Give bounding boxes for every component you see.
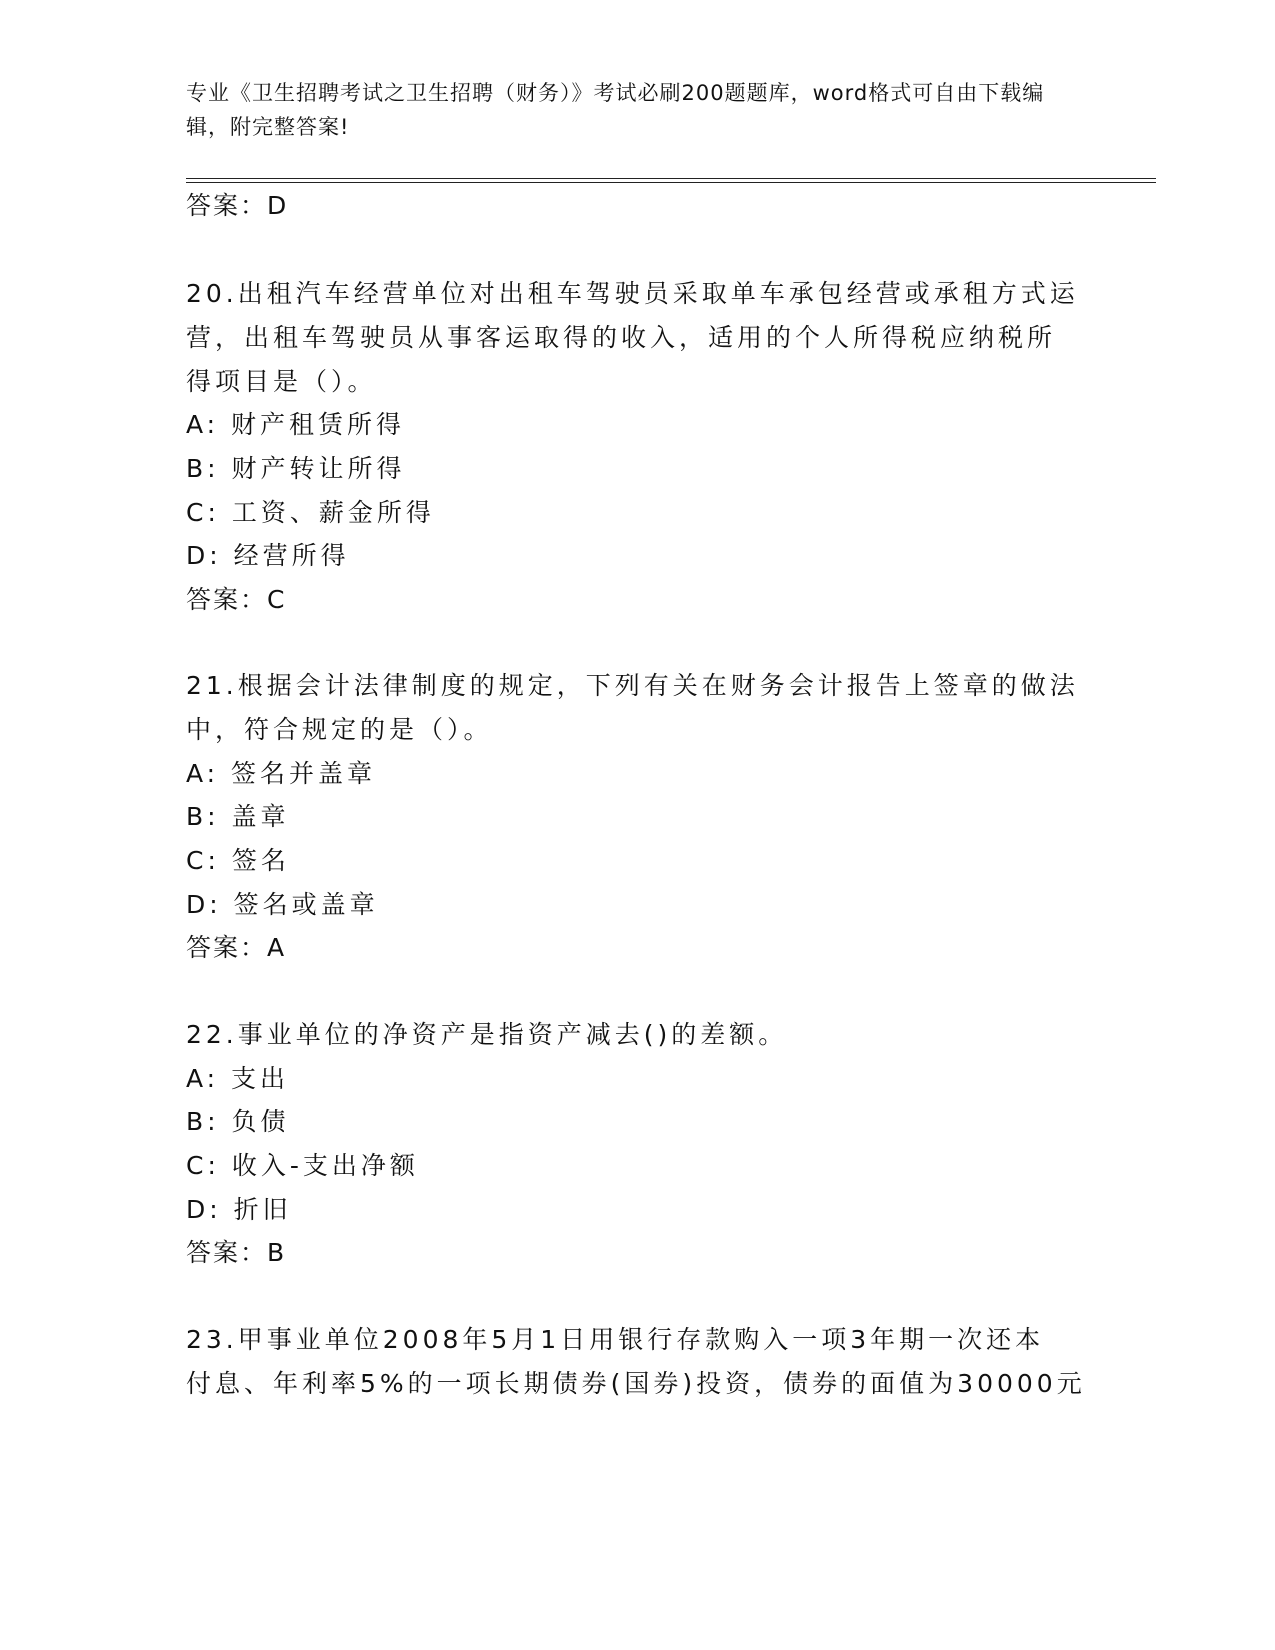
question-21-answer: 答案：A (186, 933, 287, 962)
question-21-option-a: A: 签名并盖章 (186, 759, 377, 788)
question-22-option-c: C: 收入-支出净额 (186, 1151, 419, 1180)
question-22-option-a: A: 支出 (186, 1064, 290, 1093)
question-21-option-c: C: 签名 (186, 846, 290, 875)
question-21-stem-line-1: 21.根据会计法律制度的规定，下列有关在财务会计报告上签章的做法 (186, 671, 1079, 700)
question-21-stem-line-2: 中，符合规定的是（）。 (186, 715, 493, 744)
question-20-answer: 答案：C (186, 585, 287, 614)
question-23-stem-line-1: 23.甲事业单位2008年5月1日用银行存款购入一项3年期一次还本 (186, 1325, 1045, 1354)
header-divider (186, 178, 1156, 183)
question-22-option-b: B: 负债 (186, 1107, 290, 1136)
question-20-stem-line-3: 得项目是（）。 (186, 367, 377, 396)
question-20-option-a: A: 财产租赁所得 (186, 410, 406, 439)
question-20-option-d: D: 经营所得 (186, 541, 350, 570)
question-22-stem-line-1: 22.事业单位的净资产是指资产减去()的差额。 (186, 1020, 788, 1049)
answer-line: 答案：D (186, 191, 289, 220)
page-header: 专业《卫生招聘考试之卫生招聘（财务）》考试必刷200题题库，word格式可自由下载编辑，附完整答案! (186, 81, 1045, 139)
question-20-option-c: C: 工资、薪金所得 (186, 498, 435, 527)
question-23-stem-line-2: 付息、年利率5%的一项长期债券(国券)投资，债券的面值为30000元 (186, 1369, 1086, 1398)
question-22-option-d: D: 折旧 (186, 1195, 292, 1224)
question-20-stem-line-1: 20.出租汽车经营单位对出租车驾驶员采取单车承包经营或承租方式运 (186, 279, 1079, 308)
question-22-answer: 答案：B (186, 1238, 287, 1267)
question-20-stem-line-2: 营，出租车驾驶员从事客运取得的收入，适用的个人所得税应纳税所 (186, 323, 1057, 352)
question-21-option-b: B: 盖章 (186, 802, 290, 831)
question-21-option-d: D: 签名或盖章 (186, 890, 379, 919)
question-20-option-b: B: 财产转让所得 (186, 454, 406, 483)
